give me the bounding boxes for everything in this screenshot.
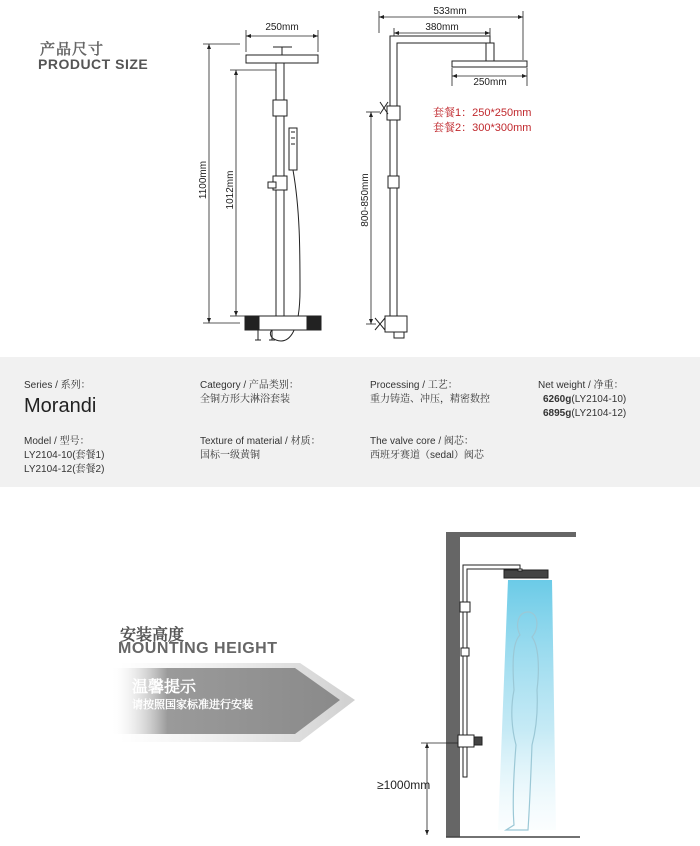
spec-panel xyxy=(0,357,700,487)
spec-model xyxy=(24,435,104,477)
side-valve xyxy=(385,316,407,332)
dim-side-arm-label: 380mm xyxy=(425,22,459,33)
size-option-1: 套餐1：250*250mm xyxy=(433,107,532,119)
spec-weight2-model: (LY2104-12) xyxy=(571,408,627,419)
spec-category-value: 全铜方形大淋浴套装 xyxy=(200,394,290,405)
dim-side-width-label: 533mm xyxy=(433,6,467,17)
spec-weight xyxy=(538,379,626,421)
spec-material-value: 国标一级黄铜 xyxy=(200,450,260,461)
water-spray xyxy=(498,580,556,830)
front-shower-head xyxy=(246,55,318,63)
spec-model-1: LY2104-10(套餐1) xyxy=(24,450,105,461)
spec-model-label: Model / 型号： xyxy=(24,436,90,447)
spec-category-label: Category / 产品类别： xyxy=(200,380,299,391)
spec-processing xyxy=(370,379,490,407)
spec-valve xyxy=(370,435,484,463)
spec-valve-value: 西班牙赛道（sedal）阀芯 xyxy=(370,450,484,461)
spec-valve-label: The valve core / 阀芯： xyxy=(370,436,474,447)
tip-title: 温馨提示 xyxy=(132,677,197,696)
front-hand-shower xyxy=(289,128,297,170)
size-option-2: 套餐2：300*300mm xyxy=(433,122,532,134)
mounting-title-en: MOUNTING HEIGHT xyxy=(118,640,278,657)
dim-front-top-label: 250mm xyxy=(265,22,299,33)
section-title-cn: 产品尺寸 xyxy=(40,40,105,58)
spec-material-label: Texture of material / 材质： xyxy=(200,436,321,447)
dim-side-mount-label: 800-850mm xyxy=(360,173,371,227)
spec-series-value: Morandi xyxy=(24,395,97,417)
spec-weight1-model: (LY2104-10) xyxy=(571,394,627,405)
dim-front-bar-label: 1012mm xyxy=(225,170,236,210)
side-view-drawing xyxy=(355,5,545,350)
side-shower-head xyxy=(452,61,527,67)
spec-model-2: LY2104-12(套餐2) xyxy=(24,464,105,475)
wall xyxy=(446,532,460,837)
spec-series xyxy=(24,379,96,417)
tip-subtitle: 请按照国家标准进行安装 xyxy=(132,698,253,711)
mounting-title-cn: 安装高度 xyxy=(120,625,185,644)
mounting-height-label: ≥1000mm xyxy=(377,778,431,792)
spec-series-label: Series / 系列： xyxy=(24,380,91,391)
spec-weight2-value: 6895g xyxy=(543,408,572,419)
spec-category xyxy=(200,379,299,407)
dim-front-total-label: 1100mm xyxy=(198,160,209,200)
mounting-illustration xyxy=(400,525,600,845)
spec-weight1-value: 6260g xyxy=(543,394,572,405)
front-hose xyxy=(270,170,300,341)
spec-weight-label: Net weight / 净重： xyxy=(538,380,624,391)
front-view-drawing xyxy=(195,10,345,350)
section-title-en: PRODUCT SIZE xyxy=(38,56,149,72)
spec-processing-value: 重力铸造、冲压，精密数控 xyxy=(370,394,490,405)
dim-side-head-label: 250mm xyxy=(473,77,507,88)
spec-material xyxy=(200,435,321,463)
spec-processing-label: Processing / 工艺： xyxy=(370,380,458,391)
